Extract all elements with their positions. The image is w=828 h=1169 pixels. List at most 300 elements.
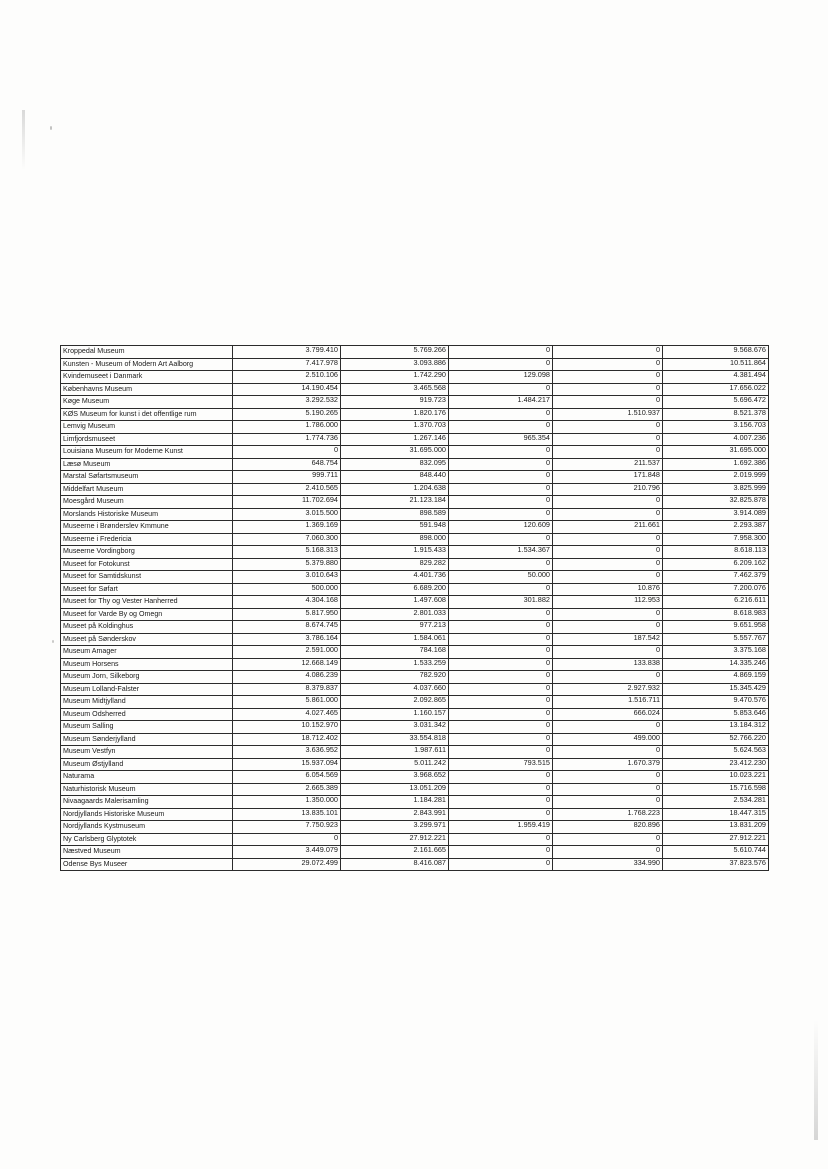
amount-text: 10.152.970 bbox=[301, 720, 338, 729]
amount-text: 7.462.379 bbox=[733, 570, 766, 579]
amount-cell bbox=[553, 596, 663, 609]
amount-text: 3.292.532 bbox=[305, 395, 338, 404]
amount-cell bbox=[341, 721, 449, 734]
amount-text: 3.010.643 bbox=[305, 570, 338, 579]
amount-cell bbox=[663, 796, 769, 809]
institution-name-cell bbox=[61, 358, 233, 371]
amount-cell bbox=[449, 371, 553, 384]
amount-text: 13.184.312 bbox=[729, 720, 766, 729]
amount-text: 0 bbox=[655, 670, 660, 679]
table-row bbox=[61, 433, 769, 446]
amount-cell bbox=[233, 833, 341, 846]
amount-text: 4.007.236 bbox=[733, 433, 766, 442]
institution-name-text: Middelfart Museum bbox=[63, 484, 124, 493]
institution-name-text: Køge Museum bbox=[63, 397, 110, 405]
amount-cell bbox=[449, 608, 553, 621]
amount-cell bbox=[449, 746, 553, 759]
amount-cell bbox=[553, 471, 663, 484]
institution-name-text: Museum Vestfyn bbox=[63, 747, 116, 755]
amount-cell bbox=[233, 608, 341, 621]
amount-cell bbox=[449, 533, 553, 546]
amount-text: 784.168 bbox=[419, 645, 446, 654]
amount-cell bbox=[233, 483, 341, 496]
amount-cell bbox=[341, 471, 449, 484]
amount-text: 0 bbox=[655, 645, 660, 654]
amount-text: 1.959.419 bbox=[517, 820, 550, 829]
institution-name-text: Museum Horsens bbox=[63, 659, 119, 668]
amount-text: 23.412.230 bbox=[729, 758, 766, 767]
institution-name-text: Museum Østjylland bbox=[63, 759, 124, 768]
amount-text: 171.848 bbox=[633, 470, 660, 479]
amount-text: 591.948 bbox=[419, 520, 446, 529]
amount-cell bbox=[449, 783, 553, 796]
scan-artifact-speck-mid bbox=[52, 640, 54, 643]
amount-cell bbox=[553, 633, 663, 646]
amount-text: 4.086.239 bbox=[305, 670, 338, 679]
amount-text: 1.497.608 bbox=[413, 595, 446, 604]
amount-cell bbox=[553, 821, 663, 834]
amount-cell bbox=[449, 521, 553, 534]
amount-text: 10.023.221 bbox=[729, 770, 766, 779]
amount-text: 27.912.221 bbox=[729, 833, 766, 842]
amount-text: 0 bbox=[655, 508, 660, 517]
amount-text: 32.825.878 bbox=[729, 495, 766, 504]
amount-cell bbox=[553, 846, 663, 859]
institution-name-cell bbox=[61, 746, 233, 759]
amount-cell bbox=[233, 721, 341, 734]
institution-name-cell bbox=[61, 696, 233, 709]
amount-text: 1.370.703 bbox=[413, 420, 446, 429]
institution-name-text: Naturhistorisk Museum bbox=[63, 784, 136, 793]
amount-cell bbox=[449, 771, 553, 784]
amount-text: 12.668.149 bbox=[301, 658, 338, 667]
institution-name-text: Museerne i Fredericia bbox=[63, 534, 132, 543]
institution-name-cell bbox=[61, 383, 233, 396]
institution-name-cell bbox=[61, 533, 233, 546]
amount-cell bbox=[233, 658, 341, 671]
amount-text: 1.768.223 bbox=[627, 808, 660, 817]
amount-text: 3.914.089 bbox=[733, 508, 766, 517]
amount-cell bbox=[663, 646, 769, 659]
amount-cell bbox=[553, 746, 663, 759]
amount-text: 120.609 bbox=[523, 520, 550, 529]
table-row bbox=[61, 596, 769, 609]
table-row bbox=[61, 696, 769, 709]
amount-text: 0 bbox=[545, 808, 550, 817]
amount-cell bbox=[553, 421, 663, 434]
table-row bbox=[61, 533, 769, 546]
amount-cell bbox=[553, 508, 663, 521]
amount-cell bbox=[341, 833, 449, 846]
institution-name-text: Moesgård Museum bbox=[63, 497, 124, 505]
amount-cell bbox=[663, 596, 769, 609]
amount-cell bbox=[449, 658, 553, 671]
institution-name-text: Lemvig Museum bbox=[63, 422, 116, 430]
amount-cell bbox=[233, 371, 341, 384]
amount-cell bbox=[553, 533, 663, 546]
amount-cell bbox=[449, 508, 553, 521]
amount-text: 5.557.767 bbox=[733, 633, 766, 642]
amount-cell bbox=[449, 496, 553, 509]
amount-text: 14.190.454 bbox=[301, 383, 338, 392]
amount-text: 0 bbox=[655, 445, 660, 454]
amount-text: 0 bbox=[655, 383, 660, 392]
amount-text: 2.534.281 bbox=[733, 795, 766, 804]
amount-text: 6.216.611 bbox=[734, 595, 766, 604]
amount-cell bbox=[341, 421, 449, 434]
amount-cell bbox=[553, 771, 663, 784]
amount-text: 334.990 bbox=[633, 858, 660, 867]
table-row bbox=[61, 758, 769, 771]
amount-cell bbox=[553, 683, 663, 696]
amount-text: 14.335.246 bbox=[729, 658, 766, 667]
amount-text: 2.410.565 bbox=[305, 483, 338, 492]
amount-text: 3.299.971 bbox=[413, 820, 446, 829]
institution-name-text: Museet for Varde By og Omegn bbox=[63, 609, 163, 618]
amount-cell bbox=[341, 858, 449, 871]
amount-cell bbox=[449, 471, 553, 484]
amount-cell bbox=[663, 458, 769, 471]
data-table-container bbox=[60, 345, 768, 871]
amount-cell bbox=[449, 821, 553, 834]
amount-cell bbox=[663, 733, 769, 746]
amount-text: 2.843.991 bbox=[413, 808, 446, 817]
amount-cell bbox=[553, 671, 663, 684]
institution-name-cell bbox=[61, 808, 233, 821]
amount-cell bbox=[341, 383, 449, 396]
amount-cell bbox=[553, 458, 663, 471]
amount-text: 999.711 bbox=[312, 470, 338, 479]
institution-name-cell bbox=[61, 471, 233, 484]
amount-text: 1.516.711 bbox=[628, 695, 660, 704]
table-row bbox=[61, 846, 769, 859]
amount-text: 648.754 bbox=[311, 458, 338, 467]
amount-text: 1.915.433 bbox=[413, 545, 446, 554]
amount-text: 5.853.646 bbox=[733, 708, 766, 717]
table-row bbox=[61, 346, 769, 359]
amount-cell bbox=[663, 846, 769, 859]
amount-cell bbox=[233, 758, 341, 771]
institution-name-cell bbox=[61, 621, 233, 634]
institution-name-cell bbox=[61, 396, 233, 409]
amount-text: 7.750.923 bbox=[305, 820, 338, 829]
institution-name-cell bbox=[61, 558, 233, 571]
table-row bbox=[61, 458, 769, 471]
amount-text: 1.204.638 bbox=[413, 483, 446, 492]
amount-cell bbox=[449, 458, 553, 471]
amount-text: 1.184.281 bbox=[413, 795, 446, 804]
table-row bbox=[61, 396, 769, 409]
amount-cell bbox=[449, 383, 553, 396]
amount-text: 782.920 bbox=[419, 670, 446, 679]
amount-cell bbox=[663, 483, 769, 496]
amount-text: 2.092.865 bbox=[413, 695, 446, 704]
amount-cell bbox=[663, 858, 769, 871]
amount-cell bbox=[553, 371, 663, 384]
table-row bbox=[61, 633, 769, 646]
amount-text: 5.190.265 bbox=[305, 408, 338, 417]
amount-cell bbox=[553, 383, 663, 396]
amount-cell bbox=[449, 758, 553, 771]
amount-text: 0 bbox=[655, 845, 660, 854]
institution-name-text: Museet på Sønderskov bbox=[63, 634, 136, 643]
amount-cell bbox=[233, 746, 341, 759]
museum-funding-table bbox=[60, 345, 769, 871]
amount-cell bbox=[341, 821, 449, 834]
amount-text: 5.696.472 bbox=[733, 395, 766, 404]
amount-text: 18.447.315 bbox=[729, 808, 766, 817]
institution-name-cell bbox=[61, 796, 233, 809]
table-row bbox=[61, 858, 769, 871]
amount-cell bbox=[663, 446, 769, 459]
amount-cell bbox=[341, 533, 449, 546]
amount-cell bbox=[341, 683, 449, 696]
amount-text: 3.968.652 bbox=[413, 770, 446, 779]
table-row bbox=[61, 496, 769, 509]
amount-text: 8.416.087 bbox=[413, 858, 446, 867]
amount-text: 21.123.184 bbox=[409, 495, 446, 504]
amount-cell bbox=[233, 533, 341, 546]
amount-cell bbox=[341, 446, 449, 459]
amount-text: 0 bbox=[655, 608, 660, 617]
amount-cell bbox=[341, 646, 449, 659]
amount-cell bbox=[553, 808, 663, 821]
amount-text: 0 bbox=[545, 720, 550, 729]
amount-cell bbox=[553, 446, 663, 459]
amount-cell bbox=[233, 421, 341, 434]
amount-cell bbox=[663, 633, 769, 646]
amount-text: 793.515 bbox=[523, 758, 550, 767]
table-row bbox=[61, 808, 769, 821]
table-row bbox=[61, 421, 769, 434]
amount-text: 829.282 bbox=[419, 558, 446, 567]
amount-cell bbox=[663, 396, 769, 409]
amount-text: 1.369.169 bbox=[305, 520, 338, 529]
institution-name-cell bbox=[61, 708, 233, 721]
amount-text: 211.537 bbox=[634, 458, 660, 467]
amount-text: 8.379.837 bbox=[305, 683, 338, 692]
amount-cell bbox=[341, 496, 449, 509]
table-row bbox=[61, 683, 769, 696]
amount-cell bbox=[233, 383, 341, 396]
institution-name-cell bbox=[61, 771, 233, 784]
amount-text: 0 bbox=[545, 733, 550, 742]
scan-artifact-speck-top bbox=[50, 126, 52, 130]
amount-text: 3.786.164 bbox=[305, 633, 338, 642]
amount-cell bbox=[553, 358, 663, 371]
amount-text: 0 bbox=[655, 420, 660, 429]
institution-name-text: Museerne i Brønderslev Kmmune bbox=[63, 522, 169, 530]
amount-text: 0 bbox=[655, 545, 660, 554]
amount-cell bbox=[663, 808, 769, 821]
amount-cell bbox=[663, 746, 769, 759]
amount-text: 977.213 bbox=[419, 620, 446, 629]
amount-cell bbox=[553, 346, 663, 359]
amount-cell bbox=[233, 771, 341, 784]
amount-cell bbox=[449, 671, 553, 684]
amount-text: 0 bbox=[655, 795, 660, 804]
institution-name-cell bbox=[61, 833, 233, 846]
table-row bbox=[61, 733, 769, 746]
amount-cell bbox=[449, 358, 553, 371]
institution-name-cell bbox=[61, 646, 233, 659]
amount-text: 0 bbox=[655, 433, 660, 442]
amount-cell bbox=[663, 408, 769, 421]
amount-text: 4.304.168 bbox=[305, 595, 338, 604]
amount-cell bbox=[553, 571, 663, 584]
amount-cell bbox=[553, 833, 663, 846]
institution-name-text: Naturama bbox=[63, 772, 95, 780]
amount-cell bbox=[663, 421, 769, 434]
amount-cell bbox=[449, 446, 553, 459]
amount-text: 1.987.611 bbox=[414, 745, 446, 754]
amount-cell bbox=[341, 346, 449, 359]
amount-text: 1.160.157 bbox=[413, 708, 446, 717]
amount-cell bbox=[553, 408, 663, 421]
amount-cell bbox=[233, 696, 341, 709]
amount-cell bbox=[341, 771, 449, 784]
amount-cell bbox=[553, 608, 663, 621]
amount-cell bbox=[341, 596, 449, 609]
amount-cell bbox=[553, 521, 663, 534]
amount-text: 301.882 bbox=[523, 595, 550, 604]
amount-text: 0 bbox=[655, 495, 660, 504]
amount-text: 1.533.259 bbox=[413, 658, 446, 667]
amount-cell bbox=[663, 346, 769, 359]
amount-text: 6.209.162 bbox=[733, 558, 766, 567]
amount-text: 0 bbox=[545, 845, 550, 854]
amount-text: 0 bbox=[545, 608, 550, 617]
amount-cell bbox=[449, 858, 553, 871]
amount-text: 3.799.410 bbox=[305, 345, 338, 354]
institution-name-text: Louisiana Museum for Moderne Kunst bbox=[63, 447, 183, 455]
amount-text: 2.591.000 bbox=[305, 645, 338, 654]
institution-name-text: Museum Lolland-Falster bbox=[63, 684, 140, 693]
amount-cell bbox=[341, 396, 449, 409]
amount-cell bbox=[233, 646, 341, 659]
table-row bbox=[61, 571, 769, 584]
amount-cell bbox=[449, 808, 553, 821]
amount-text: 898.000 bbox=[419, 533, 446, 542]
amount-text: 2.927.932 bbox=[627, 683, 660, 692]
table-row bbox=[61, 621, 769, 634]
amount-cell bbox=[233, 546, 341, 559]
institution-name-text: Museet for Samtidskunst bbox=[63, 572, 142, 580]
institution-name-cell bbox=[61, 421, 233, 434]
amount-cell bbox=[663, 671, 769, 684]
institution-name-text: Museum Odsherred bbox=[63, 709, 126, 718]
table-row bbox=[61, 521, 769, 534]
institution-name-text: Kunsten - Museum of Modern Art Aalborg bbox=[63, 359, 194, 368]
amount-cell bbox=[233, 683, 341, 696]
amount-cell bbox=[341, 521, 449, 534]
amount-cell bbox=[553, 433, 663, 446]
amount-text: 3.465.568 bbox=[413, 383, 446, 392]
amount-text: 0 bbox=[655, 620, 660, 629]
amount-cell bbox=[663, 771, 769, 784]
amount-cell bbox=[663, 783, 769, 796]
amount-cell bbox=[553, 796, 663, 809]
amount-cell bbox=[341, 408, 449, 421]
institution-name-cell bbox=[61, 733, 233, 746]
amount-text: 9.651.958 bbox=[733, 620, 766, 629]
institution-name-cell bbox=[61, 633, 233, 646]
institution-name-text: Læsø Museum bbox=[63, 459, 111, 468]
amount-text: 0 bbox=[333, 445, 338, 454]
amount-text: 112.953 bbox=[634, 595, 660, 604]
institution-name-text: Nivaagaards Malerisamling bbox=[63, 797, 149, 805]
institution-name-text: Marstal Søfartsmuseum bbox=[63, 472, 139, 480]
amount-cell bbox=[341, 671, 449, 684]
amount-text: 4.027.465 bbox=[305, 708, 338, 717]
amount-text: 0 bbox=[545, 508, 550, 517]
amount-text: 0 bbox=[545, 358, 550, 367]
amount-text: 499.000 bbox=[633, 733, 660, 742]
amount-text: 820.896 bbox=[633, 820, 660, 829]
amount-text: 2.801.033 bbox=[413, 608, 446, 617]
amount-cell bbox=[663, 508, 769, 521]
institution-name-text: Museerne Vordingborg bbox=[63, 547, 135, 555]
amount-text: 0 bbox=[545, 658, 550, 667]
table-row bbox=[61, 771, 769, 784]
amount-text: 0 bbox=[545, 670, 550, 679]
amount-cell bbox=[663, 571, 769, 584]
institution-name-text: Museum Amager bbox=[63, 647, 117, 655]
table-row bbox=[61, 708, 769, 721]
amount-text: 13.835.101 bbox=[301, 808, 338, 817]
amount-cell bbox=[553, 396, 663, 409]
institution-name-text: Morslands Historiske Museum bbox=[63, 509, 159, 518]
amount-text: 0 bbox=[655, 720, 660, 729]
amount-cell bbox=[341, 696, 449, 709]
amount-cell bbox=[663, 683, 769, 696]
amount-text: 919.723 bbox=[419, 395, 446, 404]
amount-cell bbox=[553, 708, 663, 721]
amount-text: 7.958.300 bbox=[733, 533, 766, 542]
institution-name-text: Museum Sønderjylland bbox=[63, 734, 136, 743]
amount-cell bbox=[663, 833, 769, 846]
amount-text: 27.912.221 bbox=[409, 833, 446, 842]
amount-cell bbox=[341, 508, 449, 521]
institution-name-cell bbox=[61, 721, 233, 734]
amount-text: 7.200.076 bbox=[733, 583, 766, 592]
amount-text: 3.015.500 bbox=[305, 508, 338, 517]
amount-text: 1.692.386 bbox=[733, 458, 766, 467]
institution-name-cell bbox=[61, 671, 233, 684]
amount-cell bbox=[233, 496, 341, 509]
amount-text: 0 bbox=[655, 745, 660, 754]
amount-text: 1.742.290 bbox=[413, 370, 446, 379]
amount-text: 8.674.745 bbox=[305, 620, 338, 629]
amount-cell bbox=[233, 858, 341, 871]
table-row bbox=[61, 483, 769, 496]
amount-text: 5.610.744 bbox=[733, 845, 766, 854]
amount-cell bbox=[449, 433, 553, 446]
amount-cell bbox=[553, 496, 663, 509]
table-row bbox=[61, 658, 769, 671]
institution-name-cell bbox=[61, 658, 233, 671]
amount-cell bbox=[663, 471, 769, 484]
amount-text: 13.831.209 bbox=[729, 820, 766, 829]
amount-cell bbox=[233, 558, 341, 571]
amount-text: 0 bbox=[545, 583, 550, 592]
amount-cell bbox=[233, 521, 341, 534]
amount-cell bbox=[341, 733, 449, 746]
institution-name-cell bbox=[61, 571, 233, 584]
amount-text: 29.072.499 bbox=[301, 858, 338, 867]
institution-name-cell bbox=[61, 858, 233, 871]
amount-cell bbox=[233, 446, 341, 459]
